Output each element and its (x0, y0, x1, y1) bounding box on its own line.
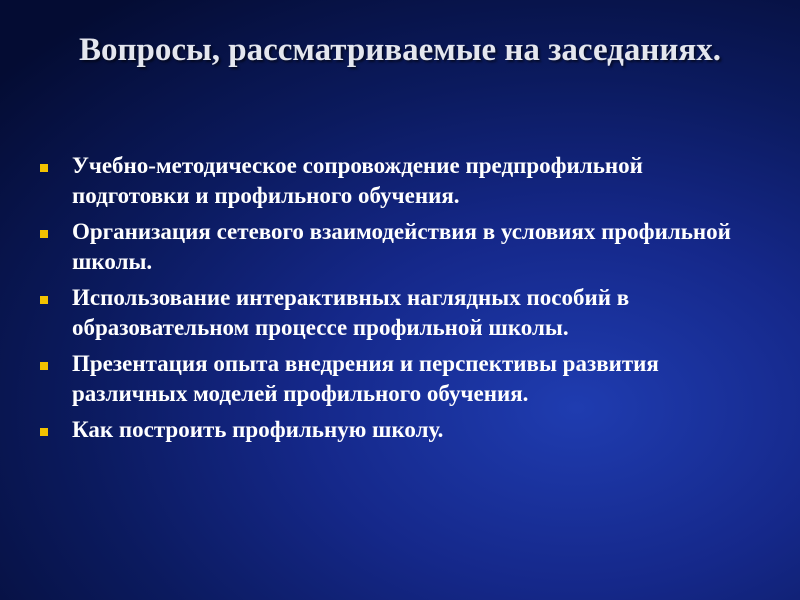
square-bullet-icon (40, 362, 48, 370)
list-item (34, 217, 750, 277)
list-item-text: Учебно-методическое сопровождение предпрофильной подготовки и профильного обучения. (72, 153, 643, 208)
list-item-text: Презентация опыта внедрения и перспективы развития различных моделей профильного обучения. (72, 351, 659, 406)
list-item-text: Как построить профильную школу. (72, 417, 444, 442)
list-item (34, 349, 750, 409)
bullet-list (34, 151, 750, 451)
square-bullet-icon (40, 230, 48, 238)
square-bullet-icon (40, 296, 48, 304)
square-bullet-icon (40, 428, 48, 436)
list-item (34, 151, 750, 211)
square-bullet-icon (40, 164, 48, 172)
slide-title: Вопросы, рассматриваемые на заседаниях. (78, 32, 722, 68)
list-item (34, 415, 750, 445)
list-item (34, 283, 750, 343)
list-item-text: Организация сетевого взаимодействия в условиях профильной школы. (72, 219, 731, 274)
list-item-text: Использование интерактивных наглядных пособий в образовательном процессе профильной школы. (72, 285, 630, 340)
